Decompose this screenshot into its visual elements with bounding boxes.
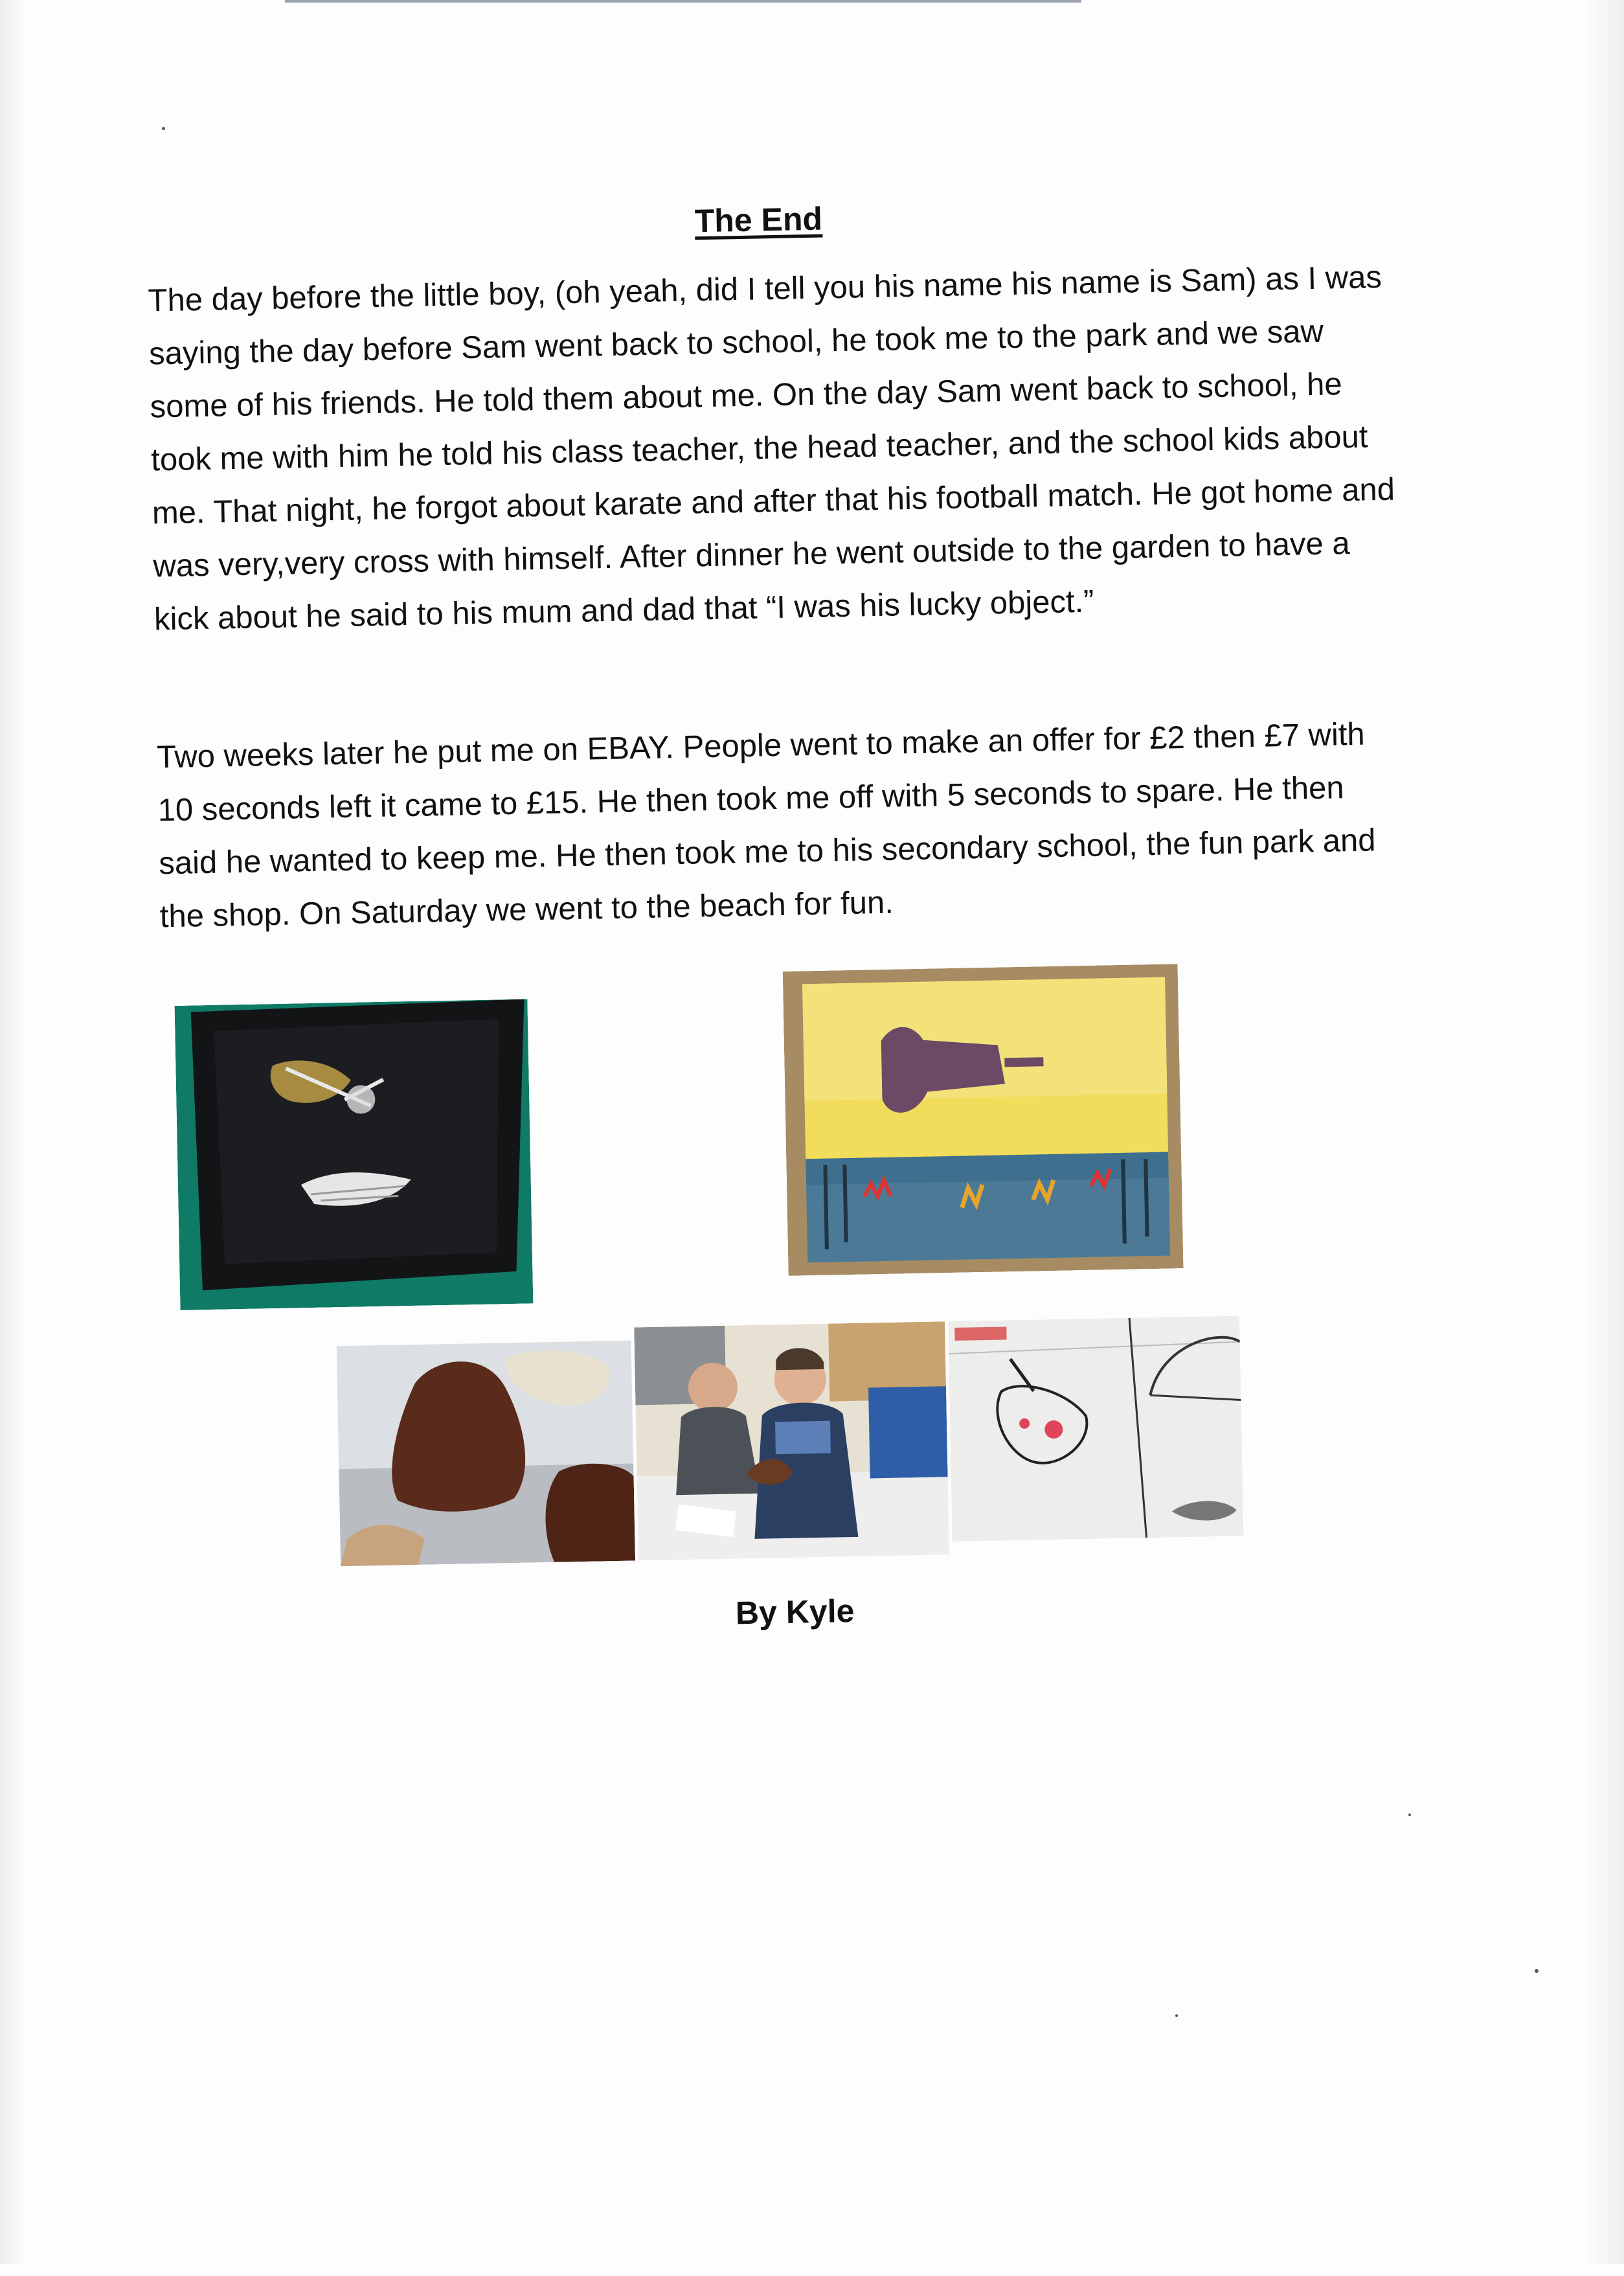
artwork-photo-sunset <box>783 964 1184 1276</box>
document-page <box>142 0 1429 2276</box>
story-paragraph: The day before the little boy, (oh yeah, did I tell you his name his name is Sam) as I was saying the day before Sam went back to school, he took me to the park and we saw some of his friends. He told them about me. On the day Sam went back to school, he took me with him he told his class teacher, the head teacher, and the school kids about me. That night, he forgot about karate and after that his football match. He got home and was very,very cross with himself. After dinner he went outside to the garden to have a kick about he said to his mum and dad that “I was his lucky object.” <box>148 259 1395 637</box>
artwork-photo-night <box>175 999 534 1310</box>
story-paragraph: Two weeks later he put me on EBAY. People went to make an offer for £2 then £7 with 10 seconds left it came to £15. He then took me off with 5 seconds to spare. He then said he wanted to keep me. He then took me to his secondary school, the fun park and the shop. On Saturday we went to the beach for fun. <box>156 716 1376 935</box>
scan-speck <box>1535 1969 1539 1973</box>
scan-edge-left <box>0 0 26 2264</box>
page-title: The End <box>694 200 823 240</box>
author-byline: By Kyle <box>735 1592 855 1632</box>
classroom-photo <box>634 1321 949 1560</box>
drawing-photo <box>948 1315 1243 1542</box>
scan-edge-right <box>1585 0 1624 2264</box>
clay-object-photo <box>337 1341 635 1567</box>
